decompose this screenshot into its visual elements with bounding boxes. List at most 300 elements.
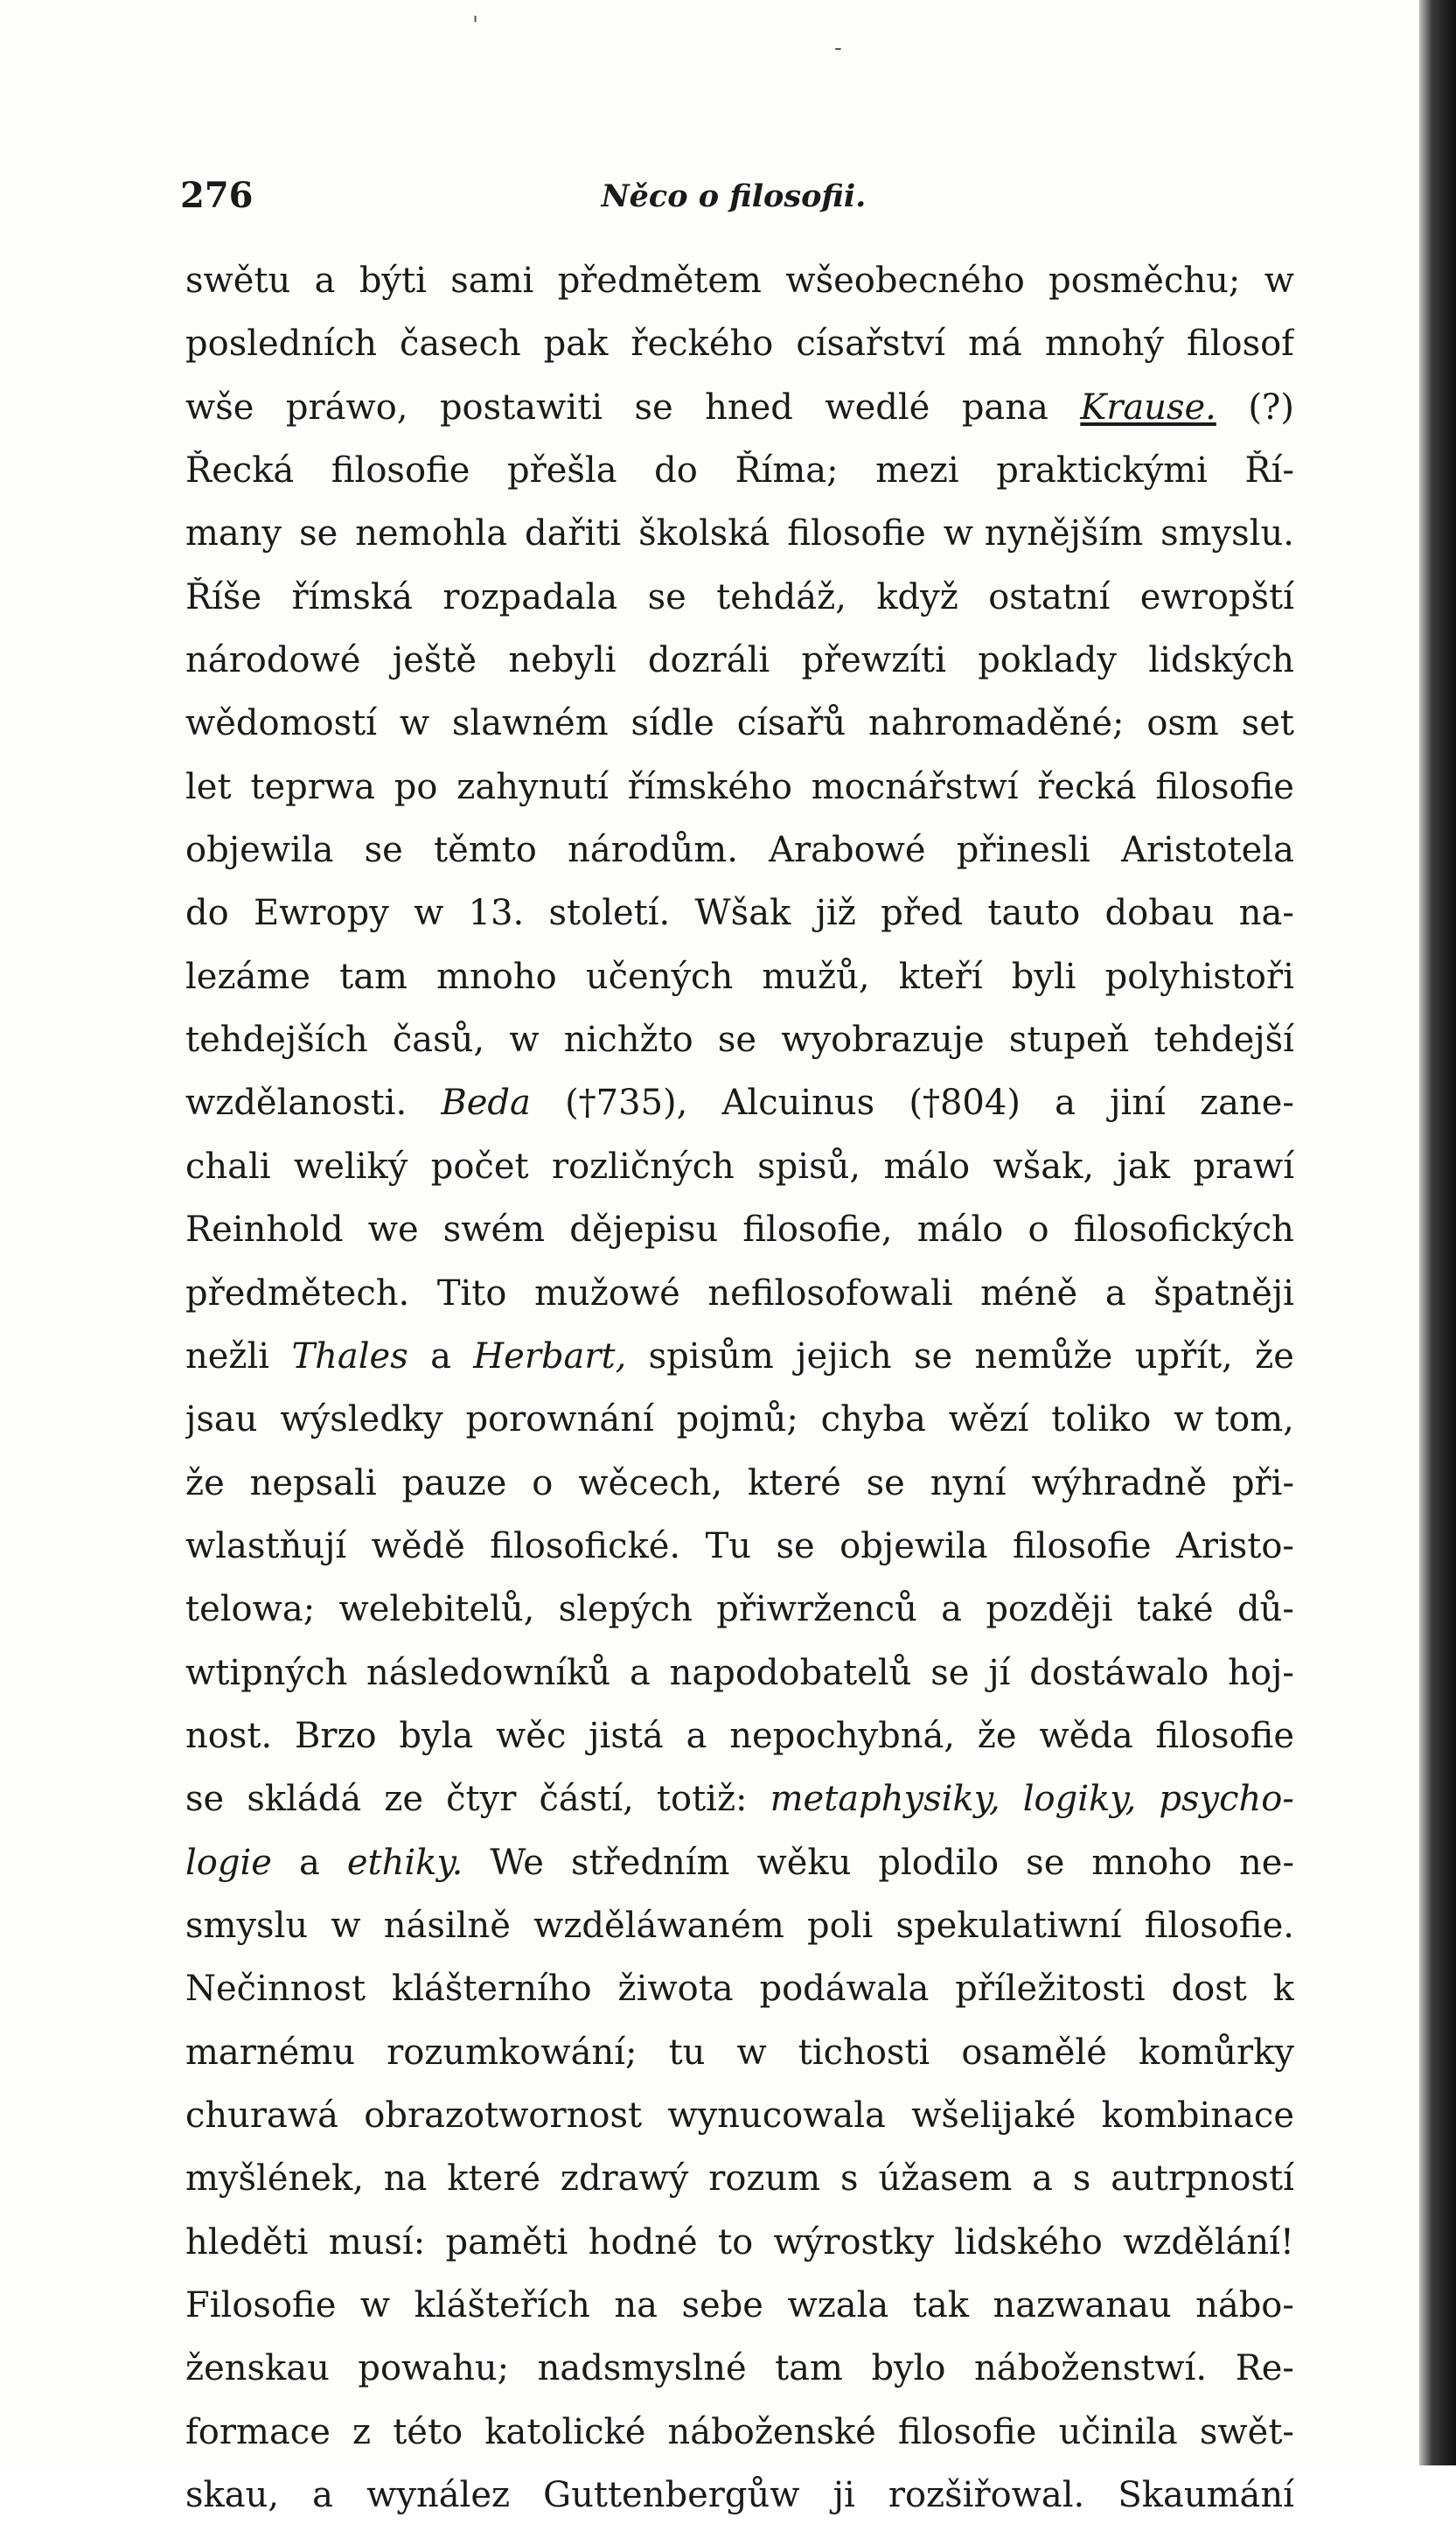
word: jsau [185, 1399, 258, 1440]
text-line [185, 1526, 1294, 1589]
word: nazwanau [993, 2285, 1172, 2325]
word: a [629, 1652, 651, 1693]
word: Říma; [735, 450, 839, 492]
word: částí, [539, 1779, 634, 1820]
word: se [717, 1020, 757, 1061]
word: smyslu. [1160, 513, 1294, 554]
scan-edge-shadow [1419, 0, 1456, 2465]
word: se [634, 387, 673, 428]
word: jí [988, 1652, 1011, 1693]
word: rozumkowání; [387, 2032, 637, 2073]
word: rozum [708, 2158, 821, 2200]
word: marnému [185, 2032, 356, 2073]
word: katolické [484, 2411, 646, 2452]
word: we [367, 1210, 419, 1251]
word: římského [627, 766, 792, 807]
word: málo [883, 1146, 971, 1187]
word: časů, [392, 1020, 485, 1061]
word: filosofie [1155, 1715, 1294, 1756]
word: lezáme [185, 956, 310, 997]
word: římská [291, 576, 413, 617]
word: swětu [185, 261, 291, 301]
word: prawí [1193, 1146, 1294, 1187]
word: dějepisu [569, 1210, 719, 1251]
word: filosofických [1073, 1210, 1294, 1251]
word: že [1255, 1335, 1294, 1377]
word: sami [450, 261, 534, 301]
word: učinila [1058, 2411, 1178, 2452]
word: nefilosofowali [707, 1272, 953, 1314]
word: Říše [185, 576, 262, 617]
word: formace [185, 2411, 331, 2452]
word: se [1026, 1842, 1065, 1883]
word: školská [638, 513, 770, 554]
word: filosof [1187, 324, 1294, 365]
word: hned [705, 387, 793, 428]
word: objewila [839, 1525, 988, 1566]
word: o [1028, 1210, 1049, 1251]
word: myšlének, [185, 2158, 364, 2200]
word: o [532, 1462, 554, 1503]
word: let [185, 766, 232, 807]
word: byla [399, 1715, 474, 1756]
running-head-title: Něco o filosofii. [601, 178, 867, 214]
word: wynález [366, 2475, 511, 2516]
word: upřít, [1134, 1335, 1233, 1377]
word: národowé [185, 640, 361, 681]
word: jiní [1110, 1083, 1166, 1124]
word: předmětem [557, 261, 762, 301]
word: to [718, 2221, 754, 2263]
word: tak [912, 2285, 969, 2325]
word: dozráli [647, 640, 770, 681]
word: s [1072, 2158, 1091, 2200]
word: poli [806, 1905, 874, 1946]
word: filosofie, [742, 1210, 893, 1251]
word: následowníků [366, 1652, 611, 1693]
word: skládá [247, 1779, 362, 1820]
word: psycho- [1159, 1779, 1294, 1820]
word: chyba [820, 1399, 926, 1440]
word: Alcuinus [721, 1083, 875, 1124]
word: učených [585, 956, 734, 997]
word: (†735), [565, 1083, 688, 1124]
word: klášteřích [414, 2285, 590, 2325]
word: přinesli [956, 830, 1090, 871]
word: swět- [1199, 2411, 1294, 2452]
word: dobau [1104, 893, 1215, 934]
text-line [185, 767, 1294, 830]
word: tam [775, 2348, 843, 2389]
word: se [647, 576, 686, 617]
word: wěcech, [578, 1462, 723, 1503]
word: w [736, 2032, 767, 2073]
word: lidských [1148, 640, 1294, 681]
word: Ří- [1244, 450, 1294, 492]
text-line [185, 513, 1294, 576]
text-line [185, 1589, 1294, 1652]
text-line [185, 2222, 1294, 2285]
word: wzdělanosti. [185, 1083, 408, 1124]
word: tam [339, 956, 408, 997]
word: a [312, 2475, 334, 2516]
word: chali [185, 1146, 271, 1187]
word: Aristo- [1175, 1525, 1294, 1566]
word: jistá [589, 1715, 664, 1756]
word: wtipných [185, 1652, 348, 1693]
word: tehdáž, [716, 576, 846, 617]
word: ostatní [988, 576, 1111, 617]
word: objewila [185, 830, 334, 871]
word: řecká [1037, 766, 1137, 807]
text-line [185, 1779, 1294, 1842]
word: zane- [1200, 1083, 1294, 1124]
word: nemohla [355, 513, 508, 554]
text-line [185, 261, 1294, 324]
word: weliký [294, 1146, 408, 1187]
word: časech [400, 324, 521, 365]
text-line [185, 640, 1294, 703]
word: ne- [1239, 1842, 1294, 1883]
word: na [614, 2285, 658, 2325]
word: řeckého [630, 324, 774, 365]
word: nepochybná, [729, 1715, 956, 1756]
word: málo [916, 1210, 1004, 1251]
word: telowa; [185, 1589, 316, 1630]
word: osm [1146, 703, 1219, 744]
word: také [1136, 1589, 1214, 1630]
word: a [941, 1589, 963, 1630]
word: smyslu [185, 1905, 309, 1946]
word: jak [1117, 1146, 1170, 1187]
word: k [1272, 1969, 1294, 2010]
text-line [185, 1336, 1294, 1399]
word: Řecká [185, 450, 295, 492]
word: když [876, 576, 958, 617]
word: hoj- [1228, 1652, 1294, 1693]
word: dů- [1237, 1589, 1294, 1630]
word: Brzo [294, 1715, 377, 1756]
word: přiwrženců [716, 1589, 917, 1630]
word: hleděti [185, 2221, 309, 2263]
word: osamělé [961, 2032, 1107, 2073]
word: obrazotwornost [364, 2095, 643, 2136]
word: welebitelů, [338, 1589, 535, 1630]
word: náboženstwí. [973, 2348, 1208, 2389]
word: set [1241, 703, 1294, 744]
word: stupeň [1008, 1020, 1130, 1061]
word: Reinhold [185, 1210, 344, 1251]
word: náboženské [667, 2411, 876, 2452]
word: se [364, 830, 403, 871]
word: nadsmyslné [537, 2348, 747, 2389]
word: do [654, 450, 698, 492]
word: teprwa [250, 766, 375, 807]
text-line [185, 2348, 1294, 2411]
word: autrpností [1111, 2158, 1294, 2200]
word: Herbart, [473, 1335, 627, 1377]
word: wěku [756, 1842, 852, 1883]
word: na [383, 2158, 428, 2200]
word: filosofie. [1144, 1905, 1294, 1946]
word: Tito [436, 1272, 507, 1314]
text-line [185, 1463, 1294, 1526]
word: Ewropy [253, 893, 389, 934]
word: práwo, [285, 387, 408, 428]
word: mnoho [436, 956, 557, 997]
word: skau, [185, 2475, 280, 2516]
word: Wšak [694, 893, 791, 934]
word: předmětech. [185, 1272, 410, 1314]
word: paměti [445, 2221, 568, 2263]
text-line [185, 1969, 1294, 2032]
word: národům. [568, 830, 738, 871]
text-line [185, 830, 1294, 893]
word: filosofie [331, 450, 470, 492]
word: 13. [468, 893, 525, 934]
word: wzděláwaném [533, 1905, 784, 1946]
word: ženskau [185, 2348, 330, 2389]
word: wěda [1039, 1715, 1133, 1756]
word: tu [668, 2032, 706, 2073]
word: wzdělání! [1123, 2221, 1294, 2263]
word: se [185, 1779, 225, 1820]
word: wýrostky [773, 2221, 934, 2263]
text-line [185, 703, 1294, 766]
word: později [986, 1589, 1113, 1630]
word: posledních [185, 324, 378, 365]
text-line [185, 2475, 1294, 2538]
word: lidského [954, 2221, 1103, 2263]
text-line [185, 387, 1294, 450]
word: dařiti [524, 513, 622, 554]
word: slepých [558, 1589, 693, 1630]
word: před [881, 893, 964, 934]
word: středním [570, 1842, 730, 1883]
text-line [185, 577, 1294, 640]
word: Thales [291, 1335, 408, 1377]
word: a [686, 1715, 707, 1756]
word: nahromaděné; [867, 703, 1125, 744]
word: Re- [1235, 2348, 1294, 2389]
word: w [414, 893, 444, 934]
word: wlastňují [185, 1525, 347, 1566]
word: nost. [185, 1715, 273, 1756]
word: napodobatelů [669, 1652, 912, 1693]
word: wýhradně [1031, 1462, 1208, 1503]
word: ewropští [1139, 576, 1294, 617]
text-line [185, 1020, 1294, 1083]
word: této [393, 2411, 463, 2452]
word: polyhistoři [1104, 956, 1294, 997]
text-line [185, 1653, 1294, 1716]
word: s [840, 2158, 859, 2200]
word: wzala [787, 2285, 889, 2325]
word: (†804) [909, 1083, 1021, 1124]
word: dostáwalo [1029, 1652, 1209, 1693]
text-line [185, 1147, 1294, 1210]
word: tichosti [798, 2032, 930, 2073]
word: přešla [506, 450, 617, 492]
word: jejich [796, 1335, 892, 1377]
word: sebe [681, 2285, 763, 2325]
text-line [185, 2412, 1294, 2475]
word: přewzíti [801, 640, 946, 681]
word: postawiti [439, 387, 603, 428]
word: pauze [401, 1462, 507, 1503]
word: Skaumání [1118, 2475, 1294, 2516]
word: komůrky [1138, 2032, 1294, 2073]
word: a [314, 261, 336, 301]
word: podáwala [759, 1969, 930, 2010]
word: porownání [465, 1399, 654, 1440]
text-line [185, 1843, 1294, 1906]
word: z [352, 2411, 372, 2452]
word: se [913, 1335, 953, 1377]
word: filosofie [1155, 766, 1294, 807]
word: rozličných [551, 1146, 735, 1187]
word: wýsledky [280, 1399, 443, 1440]
word: musí: [328, 2221, 426, 2263]
page-header [180, 175, 1287, 227]
word: rozpadala [442, 576, 618, 617]
text-line [185, 2158, 1294, 2221]
word: Arabowé [769, 830, 926, 871]
word: zahynutí [456, 766, 609, 807]
word: Beda [441, 1083, 531, 1124]
word: spekulatiwní [895, 1905, 1122, 1946]
word: churawá [185, 2095, 338, 2136]
text-line [185, 1716, 1294, 1779]
word: příležitosti [955, 1969, 1146, 2010]
word: a [1055, 1083, 1076, 1124]
text-line [185, 1273, 1294, 1336]
word: plodilo [878, 1842, 1000, 1883]
word: totiž: [656, 1779, 748, 1820]
word: toliko [1051, 1399, 1152, 1440]
word: logie [185, 1842, 272, 1883]
word: praktickými [996, 450, 1208, 492]
word: logiky, [1022, 1779, 1137, 1820]
word: počet [430, 1146, 529, 1187]
word: se [299, 513, 338, 554]
word: při- [1231, 1462, 1294, 1503]
word: méně [980, 1272, 1078, 1314]
text-line [185, 1399, 1294, 1462]
word: má [968, 324, 1022, 365]
word: wšak, [993, 1146, 1095, 1187]
text-line [185, 450, 1294, 513]
word: wedlé [825, 387, 930, 428]
word: čtyr [446, 1779, 517, 1820]
body-text [185, 261, 1294, 2538]
word: mužů, [762, 956, 870, 997]
text-line [185, 1210, 1294, 1272]
word: w [331, 1905, 361, 1946]
word: pana [961, 387, 1048, 428]
word: ještě [392, 640, 477, 681]
word: filosofie [787, 513, 926, 554]
word: klášterního [391, 1969, 592, 2010]
word: many [185, 513, 282, 554]
word: w [359, 2285, 391, 2325]
word: a [1032, 2158, 1053, 2200]
word: mnohý [1044, 324, 1164, 365]
word: nichžto [563, 1020, 693, 1061]
word: na- [1238, 893, 1294, 934]
word: Filosofie [185, 2285, 337, 2325]
word: tehdejších [185, 1020, 368, 1061]
word: w [399, 703, 430, 744]
word: filosofie [1012, 1525, 1152, 1566]
word: w [509, 1020, 540, 1061]
page-number: 276 [180, 175, 254, 216]
word: se [866, 1462, 905, 1503]
word: nemůže [974, 1335, 1113, 1377]
word: a [1104, 1272, 1126, 1314]
word: (?) [1248, 387, 1294, 428]
word: a [298, 1842, 320, 1883]
word: ji [832, 2475, 855, 2516]
text-line [185, 2032, 1294, 2095]
word: těmto [434, 830, 537, 871]
word: w [1264, 261, 1294, 301]
text-line [185, 957, 1294, 1020]
text-line [185, 893, 1294, 956]
word: nábo- [1195, 2285, 1294, 2325]
word: bylo [871, 2348, 946, 2389]
word: se [776, 1525, 815, 1566]
word: We [490, 1842, 544, 1883]
text-line [185, 1083, 1294, 1146]
word: filosofické. [490, 1525, 681, 1566]
word: byli [1011, 956, 1076, 997]
word: císařství [796, 324, 946, 365]
word: ze [384, 1779, 424, 1820]
word: mužowé [534, 1272, 680, 1314]
word: filosofie [897, 2411, 1037, 2452]
word: kombinace [1101, 2095, 1294, 2136]
word: wyobrazuje [781, 1020, 985, 1061]
word: wše [185, 387, 254, 428]
word: wědě [371, 1525, 465, 1566]
word: špatněji [1153, 1272, 1294, 1314]
word: kteří [898, 956, 983, 997]
word: násilně [383, 1905, 511, 1946]
word: wěc [496, 1715, 567, 1756]
word: žiwota [617, 1969, 734, 2010]
word: hodné [588, 2221, 698, 2263]
word: že [977, 1715, 1017, 1756]
text-line [185, 2285, 1294, 2348]
word: ethiky. [346, 1842, 463, 1883]
word: w tom, [1174, 1399, 1294, 1440]
word: sídle [630, 703, 714, 744]
word: císařů [736, 703, 846, 744]
word: spisům [648, 1335, 774, 1377]
word: tehdejší [1153, 1020, 1294, 1061]
word: Nečinnost [185, 1969, 366, 2010]
word: mnoho [1091, 1842, 1213, 1883]
word: do [185, 893, 229, 934]
word: poklady [978, 640, 1117, 681]
word: které [447, 2158, 541, 2200]
word: zdrawý [560, 2158, 689, 2200]
word: spisů, [757, 1146, 861, 1187]
word: mocnářstwí [811, 766, 1019, 807]
word: již [815, 893, 856, 934]
word: nepsali [249, 1462, 377, 1503]
